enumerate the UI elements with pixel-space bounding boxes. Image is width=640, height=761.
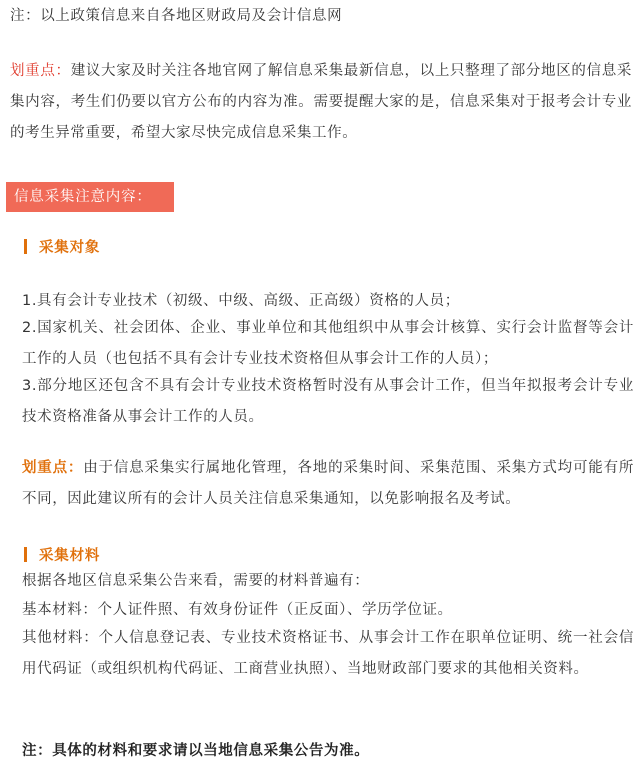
list-item: 3.部分地区还包含不具有会计专业技术资格暂时没有从事会计工作，但当年拟报考会计专业技术资格准备从事会计工作的人员。: [22, 378, 634, 425]
materials-other: 其他材料：个人信息登记表、专业技术资格证书、从事会计工作在职单位证明、统一社会信用代码证（或组织机构代码证、工商营业执照）、当地财政部门要求的其他相关资料。: [22, 630, 634, 677]
section-1-heading: [24, 236, 100, 257]
materials-intro: 根据各地区信息采集公告来看，需要的材料普遍有：: [22, 573, 370, 589]
key-point-1: [10, 56, 632, 149]
list-item: 2.国家机关、社会团体、企业、事业单位和其他组织中从事会计核算、实行会计监督等会计工作的人员（也包括不具有会计专业技术资格但从事会计工作的人员）；: [22, 320, 634, 367]
final-note: 注：具体的材料和要求请以当地信息采集公告为准。: [22, 743, 370, 759]
section-banner: 信息采集注意内容：: [6, 182, 174, 212]
note-top: 注：以上政策信息来自各地区财政局及会计信息网: [10, 8, 343, 24]
heading-bar-icon: [24, 239, 27, 254]
key-point-1-text: 建议大家及时关注各地官网了解信息采集最新信息，以上只整理了部分地区的信息采集内容，考生们仍要以官方公布的内容为准。需要提醒大家的是，信息采集对于报考会计专业的考生异常重要，希望大家尽快完成信息采集工作。: [10, 63, 633, 141]
heading-bar-icon: [24, 547, 27, 562]
key-point-2-text: 由于信息采集实行属地化管理，各地的采集时间、采集范围、采集方式均可能有所不同，因此建议所有的会计人员关注信息采集通知，以免影响报名及考试。: [22, 460, 634, 507]
key-point-2: [22, 453, 634, 515]
key-point-2-label: 划重点：: [22, 460, 84, 476]
materials-basic: 基本材料：个人证件照、有效身份证件（正反面）、学历学位证。: [22, 602, 453, 618]
key-point-1-label: 划重点：: [10, 63, 71, 79]
section-2-heading: [24, 544, 100, 565]
section-1-heading-text: 采集对象: [39, 240, 101, 256]
list-item: 1.具有会计专业技术（初级、中级、高级、正高级）资格的人员；: [22, 293, 460, 309]
section-2-heading-text: 采集材料: [39, 548, 101, 564]
